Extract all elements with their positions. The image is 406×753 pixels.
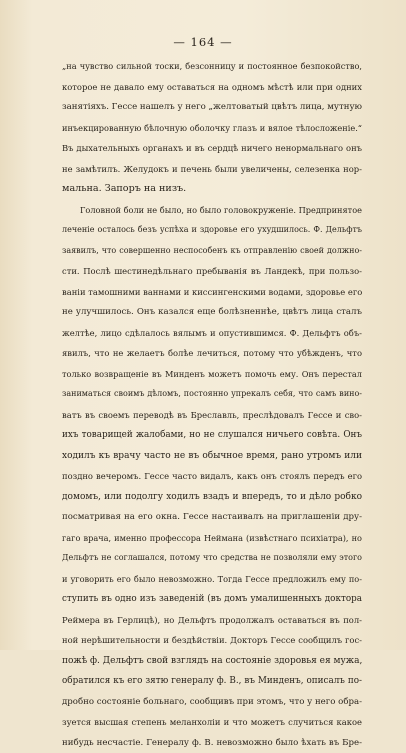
text-line: ходилъ къ врачу часто не въ обычное время, рано утромъ или — [62, 446, 362, 467]
text-line: обратился къ его зятю генералу ф. В., въ Минденъ, описалъ по- — [62, 671, 362, 692]
text-line: домомъ, или подолгу ходилъ взадъ и впередъ, то и дѣло робко — [62, 487, 362, 508]
text-line: зуется высшая степень меланхоліи и что можетъ случиться какое — [62, 712, 362, 733]
text-line: дробно состояніе больнаго, сообщивъ при этомъ, что у него обра- — [62, 692, 362, 713]
text-line: гаго врача, именно профессора Неймана (извѣстнаго психіатра), но — [62, 528, 362, 549]
text-line: явилъ, что не желаетъ болѣе лечиться, потому что убѣжденъ, что — [62, 343, 362, 364]
text-line: нибудь несчастіе. Генералу ф. В. невозможно было ѣхать въ Бре- — [62, 733, 362, 753]
text-line: желтѣе, лицо сдѣлалось вялымъ и опустившимся. Ф. Дельфтъ объ- — [62, 323, 362, 344]
text-line: поздно вечеромъ. Гессе часто видалъ, какъ онъ стоялъ передъ его — [62, 466, 362, 487]
page-number: — 164 — — [0, 35, 406, 49]
text-line: только возвращеніе въ Минденъ можетъ помочь ему. Онъ перестал — [62, 364, 362, 385]
text-line: не улучшилось. Онъ казался еще болѣзненнѣе, цвѣтъ лица сталъ — [62, 302, 362, 323]
text-line: „на чувство сильной тоски, безсонницу и постоянное безпокойство, — [62, 56, 362, 77]
text-line: инъекцированную бѣлочную оболочку глазъ и вялое тѣлосложеніе.“ — [62, 118, 362, 139]
text-line: ступить въ одно изъ заведеній (въ домъ умалишенныхъ доктора — [62, 589, 362, 610]
text-line: которое не давало ему оставаться на одномъ мѣстѣ или при одних — [62, 77, 362, 98]
text-line: Въ дыхательныхъ органахъ и въ сердцѣ ничего ненормальнаго онъ — [62, 138, 362, 159]
text-line: и уговорить его было невозможно. Тогда Гессе предложилъ ему по- — [62, 569, 362, 590]
text-line: Дельфтъ не соглашался, потому что средства не позволяли ему этого — [62, 548, 362, 569]
text-line: ваніи тамошними ваннами и киссингенскими водами, здоровье его — [62, 282, 362, 303]
text-line: посматривая на его окна. Гессе настаивалъ на приглашеніи дру- — [62, 507, 362, 528]
text-line: ной нерѣшительности и бездѣйствіи. Докторъ Гессе сообщилъ гос- — [62, 630, 362, 651]
text-line: заниматься своимъ дѣломъ, постоянно упрекалъ себя, что самъ вино- — [62, 384, 362, 405]
text-line: пожѣ ф. Дельфтъ свой взглядъ на состояніе здоровья ея мужа, — [62, 651, 362, 672]
text-line: ихъ товарищей жалобами, но не слушался ничьего совѣта. Онъ — [62, 425, 362, 446]
text-line: не замѣтилъ. Желудокъ и печень были увеличены, селезенка нор- — [62, 159, 362, 180]
text-line: заявилъ, что совершенно неспособенъ къ отправленію своей должно- — [62, 241, 362, 262]
text-line: Реймера въ Герлицѣ), но Дельфтъ продолжалъ оставаться въ пол- — [62, 610, 362, 631]
text-line: сти. Послѣ шестинедѣльнаго пребыванія въ Ландекѣ, при пользо- — [62, 261, 362, 282]
text-line: занятіяхъ. Гессе нашелъ у него „желтоватый цвѣтъ лица, мутную — [62, 97, 362, 118]
text-body — [62, 56, 362, 753]
text-line: Головной боли не было, но было головокруженіе. Предпринятое — [62, 200, 362, 221]
text-line: мальна. Запоръ на низъ. — [62, 179, 362, 200]
text-line: ватъ въ своемъ переводѣ въ Бреславль, преслѣдовалъ Гессе и сво- — [62, 405, 362, 426]
text-line: леченіе осталось безъ успѣха и здоровье его ухудшилось. Ф. Дельфтъ — [62, 220, 362, 241]
